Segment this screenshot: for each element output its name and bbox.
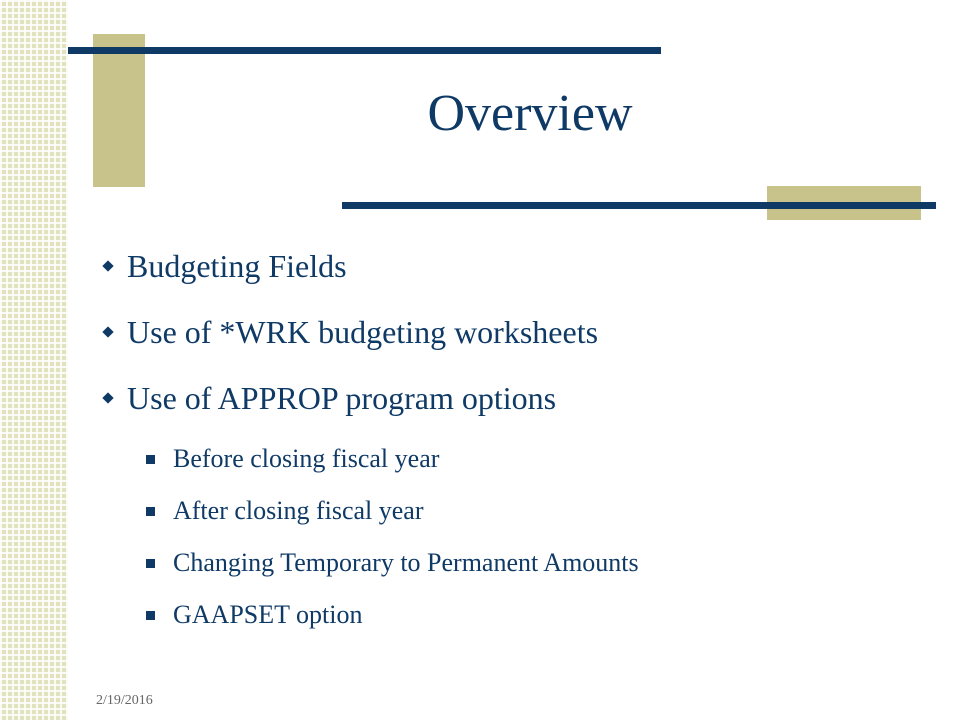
sub-bullet-text: Changing Temporary to Permanent Amounts	[173, 548, 639, 577]
sub-bullet-item	[104, 444, 944, 474]
sub-bullet-text: GAAPSET option	[173, 600, 363, 629]
sub-bullet-text: Before closing fiscal year	[173, 444, 440, 473]
sub-bullet-item	[104, 496, 944, 526]
square-bullet-icon	[146, 455, 155, 464]
bullet-item	[104, 246, 944, 286]
slide-title: Overview	[427, 85, 633, 142]
bullet-list	[104, 246, 944, 652]
sub-bullet-text: After closing fiscal year	[173, 496, 424, 525]
top-accent-bar	[68, 47, 661, 54]
sub-bullet-item	[104, 600, 944, 630]
diamond-bullet-icon	[102, 260, 113, 271]
slide-date: 2/19/2016	[96, 693, 153, 708]
bullet-item	[104, 378, 944, 418]
bullet-text: Use of APPROP program options	[127, 379, 557, 416]
square-bullet-icon	[146, 559, 155, 568]
top-olive-block	[93, 34, 145, 187]
square-bullet-icon	[146, 611, 155, 620]
bullet-text: Budgeting Fields	[127, 247, 347, 284]
diamond-bullet-icon	[102, 392, 113, 403]
decorative-stripe-column	[0, 0, 68, 720]
sub-bullet-item	[104, 548, 944, 578]
bullet-text: Use of *WRK budgeting worksheets	[127, 313, 599, 350]
diamond-bullet-icon	[102, 326, 113, 337]
bullet-item	[104, 312, 944, 352]
square-bullet-icon	[146, 507, 155, 516]
bottom-accent-bar	[342, 202, 936, 209]
